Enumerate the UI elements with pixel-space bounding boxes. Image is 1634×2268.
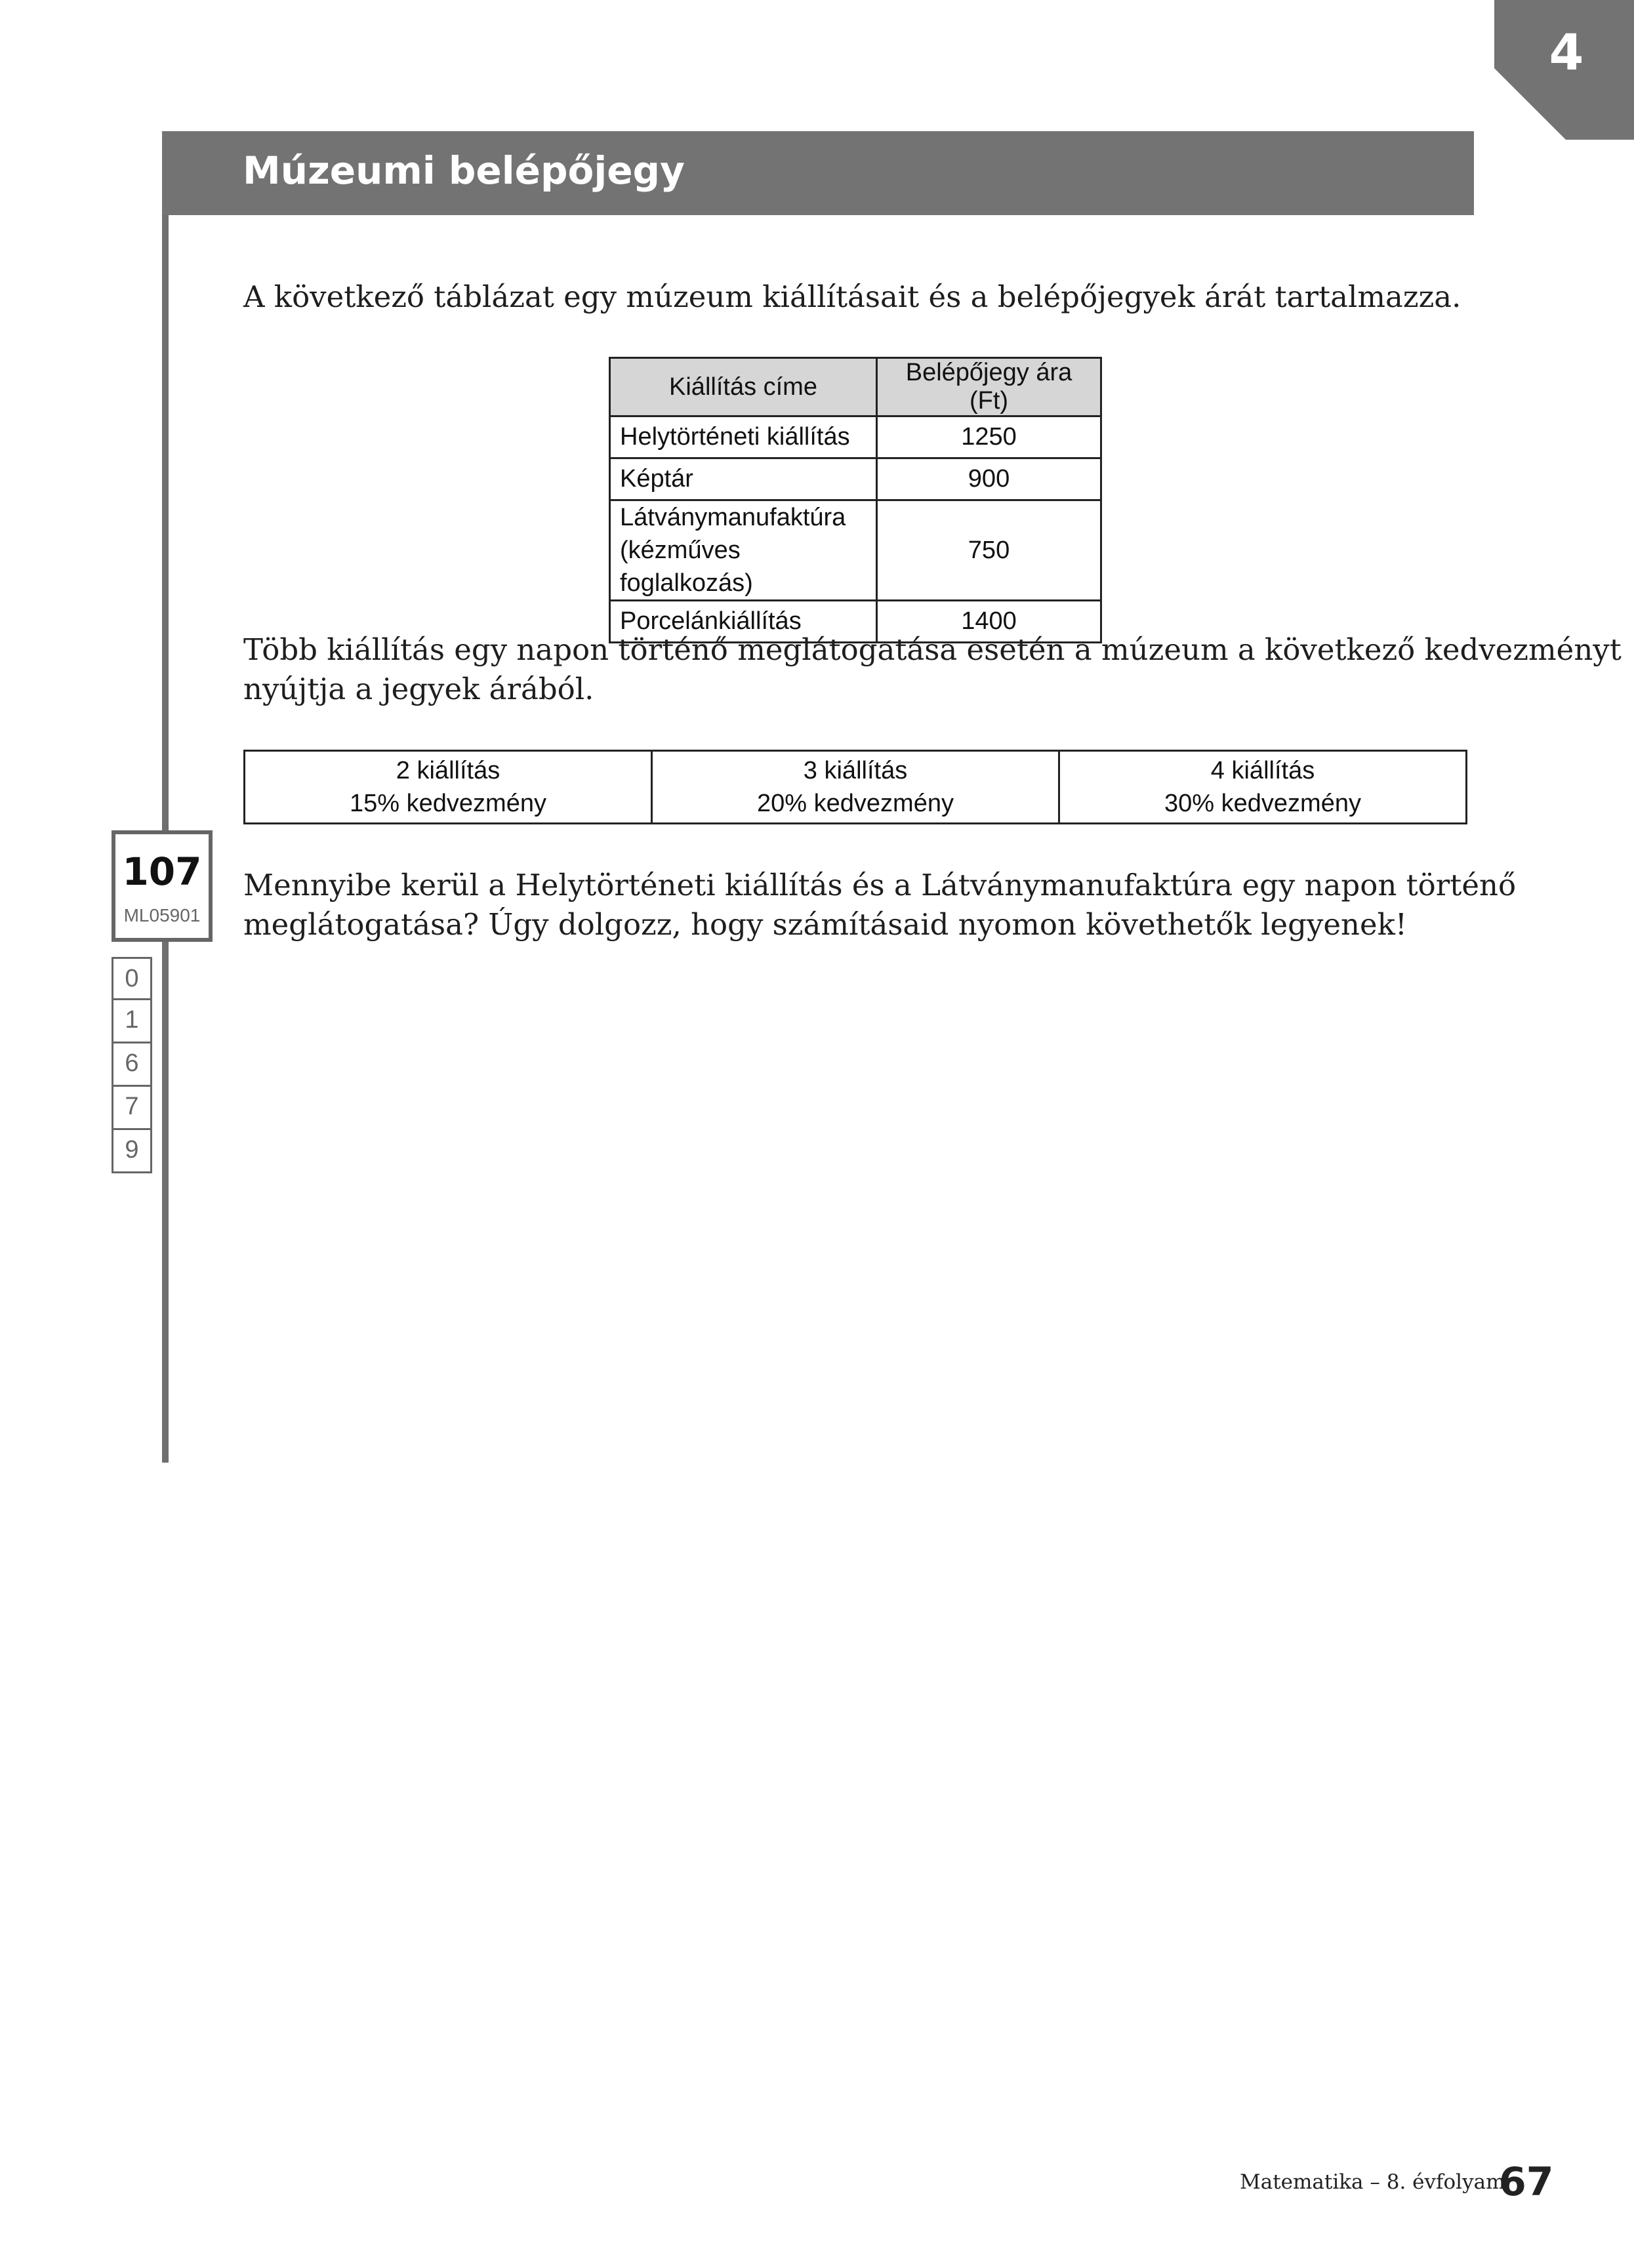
discount-count: 4 kiállítás — [1210, 757, 1315, 784]
table-row — [610, 458, 1101, 500]
discount-intro-line1: Több kiállítás egy napon történő meglátogatása esetén a múzeum a következő kedvezményt — [243, 632, 1622, 667]
discount-percent: 30% kedvezmény — [1164, 790, 1361, 817]
exhibition-title: Képtár — [610, 458, 877, 500]
intro-text: A következő táblázat egy múzeum kiállításait és a belépőjegyek árát tartalmazza. — [243, 279, 1461, 314]
price-table — [609, 357, 1102, 643]
exhibition-title — [610, 500, 877, 601]
table-row — [610, 416, 1101, 458]
exhibition-title-line2: (kézműves foglalkozás) — [620, 537, 753, 597]
score-box[interactable]: 6 — [112, 1043, 152, 1087]
table-row — [610, 500, 1101, 601]
exhibition-price: 1400 — [877, 601, 1101, 643]
discount-count: 3 kiállítás — [803, 757, 908, 784]
exhibition-title: Helytörténeti kiállítás — [610, 416, 877, 458]
question-line1: Mennyibe kerül a Helytörténeti kiállítás és a Látványmanufaktúra egy napon történő — [243, 868, 1517, 902]
left-margin-rule — [162, 131, 169, 1463]
footer-label: Matematika – 8. évfolyam — [1240, 2170, 1505, 2194]
discount-cell — [652, 751, 1059, 824]
exhibition-price: 1250 — [877, 416, 1101, 458]
score-box[interactable]: 1 — [112, 1000, 152, 1043]
table-row — [245, 751, 1467, 824]
discount-percent: 20% kedvezmény — [757, 790, 954, 817]
discount-cell — [245, 751, 652, 824]
price-table-header — [610, 358, 1101, 416]
exhibition-title-line1: Látványmanufaktúra — [620, 504, 846, 531]
discount-count: 2 kiállítás — [396, 757, 500, 784]
page-number: 67 — [1499, 2159, 1554, 2205]
header-price: Belépőjegy ára (Ft) — [877, 358, 1101, 416]
score-boxes — [112, 957, 152, 1173]
item-code: ML05901 — [123, 905, 201, 925]
score-box[interactable]: 9 — [112, 1130, 152, 1173]
exhibition-price: 900 — [877, 458, 1101, 500]
discount-cell — [1059, 751, 1467, 824]
question-line2: meglátogatása? Úgy dolgozz, hogy számításaid nyomon követhetők legyenek! — [243, 907, 1407, 942]
item-number-box — [112, 830, 213, 942]
item-number: 107 — [122, 849, 202, 894]
score-box[interactable]: 7 — [112, 1087, 152, 1130]
page-title: Múzeumi belépőjegy — [243, 148, 685, 193]
exhibition-price: 750 — [877, 500, 1101, 601]
discount-percent: 15% kedvezmény — [350, 790, 546, 817]
score-box[interactable]: 0 — [112, 957, 152, 1000]
exhibition-title: Porcelánkiállítás — [610, 601, 877, 643]
chapter-number: 4 — [1549, 23, 1584, 81]
header-exhibition: Kiállítás címe — [610, 358, 877, 416]
discount-table — [243, 750, 1467, 824]
discount-intro-line2: nyújtja a jegyek árából. — [243, 672, 594, 706]
